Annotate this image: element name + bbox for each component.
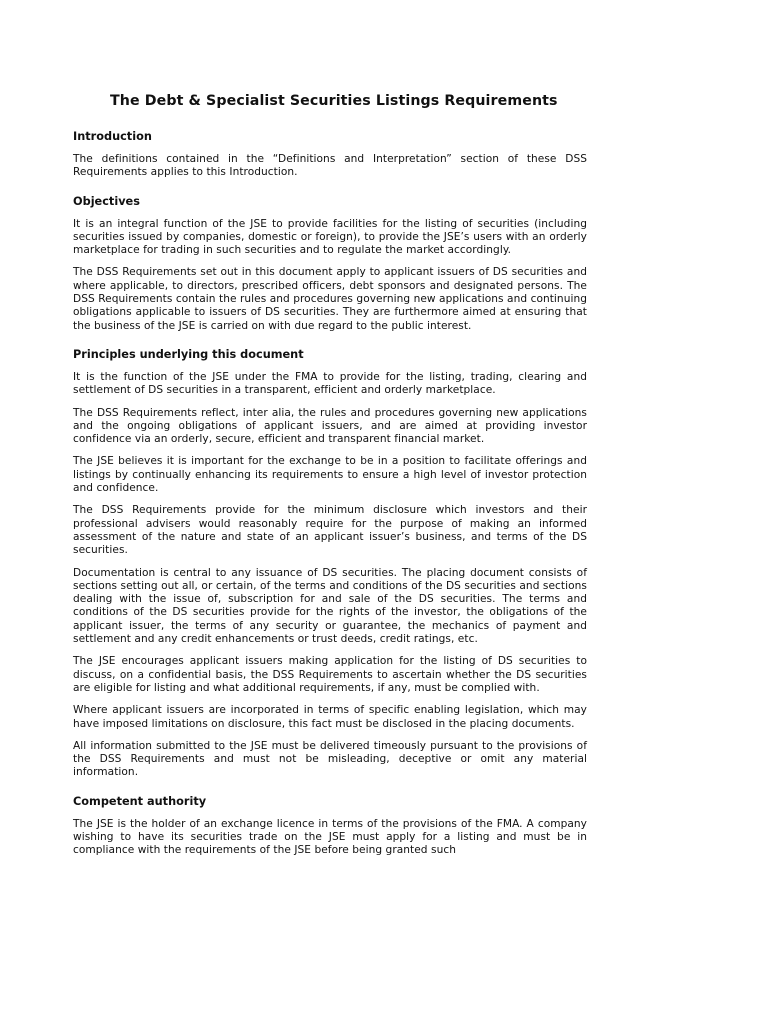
section-heading: Competent authority (73, 794, 207, 808)
section-heading: Principles underlying this document (73, 347, 304, 361)
paragraph: The DSS Requirements reflect, inter alia, the rules and procedures governing new applications and the ongoing obligations of applicant issuers, and are aimed at providing investor confidence via an orderly, secure, efficient and transparent financial market. (73, 406, 587, 446)
section-principles (73, 347, 587, 780)
section-competent-authority (73, 794, 587, 858)
section-heading: Objectives (73, 194, 140, 208)
title-spacer (73, 111, 587, 129)
paragraph: The JSE is the holder of an exchange licence in terms of the provisions of the FMA. A company wishing to have its securities trade on the JSE must apply for a listing and must be in compliance with the requirements of the JSE before being granted such (73, 817, 587, 857)
document-page (73, 91, 587, 867)
section-introduction (73, 129, 587, 180)
paragraph: It is the function of the JSE under the FMA to provide for the listing, trading, clearing and settlement of DS securities in a transparent, efficient and orderly marketplace. (73, 370, 587, 397)
paragraph: Documentation is central to any issuance of DS securities. The placing document consists of sections setting out all, or certain, of the terms and conditions of the DS securities and sections dealing with the issue of, subscription for and sale of the DS securities. The terms and conditions of the DS securities provide for the rights of the investor, the obligations of the applicant issuer, the terms of any security or guarantee, the mechanics of payment and settlement and any credit enhancements or trust deeds, credit ratings, etc. (73, 566, 587, 646)
paragraph: It is an integral function of the JSE to provide facilities for the listing of securities (including securities issued by companies, domestic or foreign), to provide the JSE’s users with an orderly marketplace for trading in such securities and to regulate the market accordingly. (73, 217, 587, 257)
paragraph: All information submitted to the JSE must be delivered timeously pursuant to the provisions of the DSS Requirements and must not be misleading, deceptive or omit any material information. (73, 739, 587, 779)
paragraph: The JSE encourages applicant issuers making application for the listing of DS securities to discuss, on a confidential basis, the DSS Requirements to ascertain whether the DS securities are eligible for listing and what additional requirements, if any, must be complied with. (73, 655, 587, 694)
paragraph: Where applicant issuers are incorporated in terms of specific enabling legislation, which may have imposed limitations on disclosure, this fact must be disclosed in the placing documents. (73, 704, 587, 730)
section-heading: Introduction (73, 130, 152, 143)
paragraph: The DSS Requirements set out in this document apply to applicant issuers of DS securities and where applicable, to directors, prescribed officers, debt sponsors and designated persons. The DSS Requirements contain the rules and procedures governing new applications and continuing obligations applicable to issuers of DS securities. They are furthermore aimed at ensuring that the business of the JSE is carried on with due regard to the public interest. (73, 266, 587, 332)
paragraph: The definitions contained in the “Definitions and Interpretation” section of these DSS Requirements applies to this Introduction. (73, 153, 587, 179)
document-title: The Debt & Specialist Securities Listings Requirements (110, 93, 558, 109)
paragraph: The JSE believes it is important for the exchange to be in a position to facilitate offerings and listings by continually enhancing its requirements to ensure a high level of investor protection and confidence. (73, 455, 587, 495)
paragraph: The DSS Requirements provide for the minimum disclosure which investors and their professional advisers would reasonably require for the purpose of making an informed assessment of the nature and state of an applicant issuer’s business, and terms of the DS securities. (73, 504, 587, 557)
section-objectives (73, 194, 587, 333)
